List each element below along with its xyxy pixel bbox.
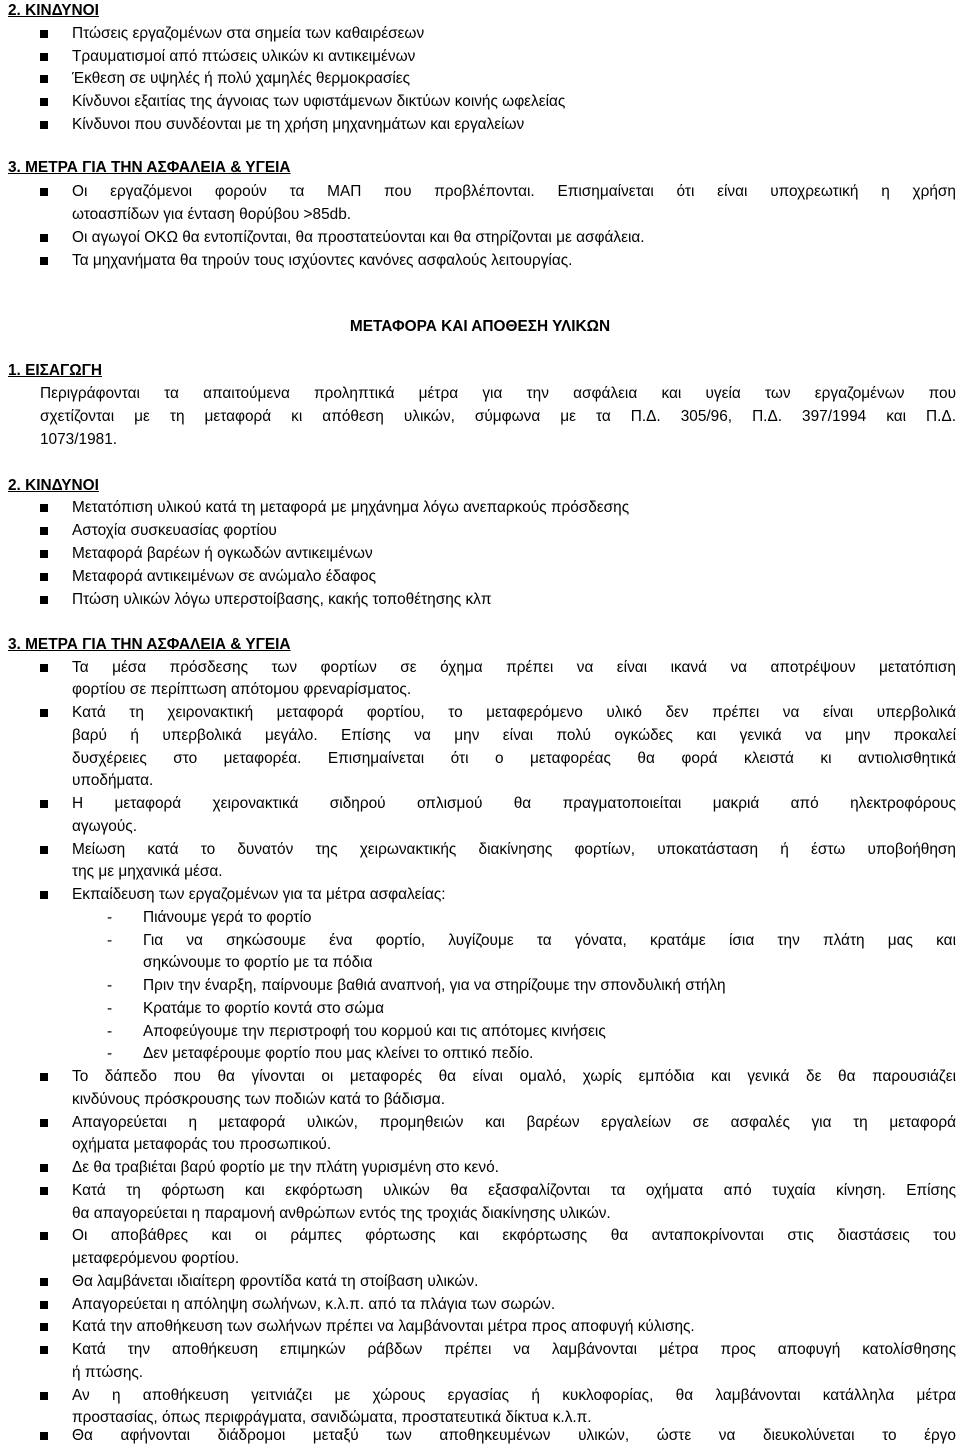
list-item-line: Κατά την αποθήκευση επιμηκών ράβδων πρέπει να λαμβάνονται μέτρα προς αποφυγή κατολίσθησης: [72, 1341, 956, 1358]
bullet-icon: [40, 1426, 52, 1446]
bullet-icon: [40, 544, 52, 564]
bullet-icon: [40, 1340, 52, 1360]
list-item-line: θα απαγορεύεται η παραμονή ανθρώπων εντός της τροχιάς διακίνησης υλικών.: [72, 1205, 611, 1222]
list-item: Έκθεση σε υψηλές ή πολύ χαμηλές θερμοκρασίες: [72, 70, 411, 87]
bullet-icon: [40, 567, 52, 587]
paragraph-line: 1073/1981.: [40, 431, 118, 448]
list-item-line: της με μηχανικά μέσα.: [72, 863, 223, 880]
bullet-icon: [40, 840, 52, 860]
list-item-line: Απαγορεύεται η μεταφορά υλικών, προμηθειών και βαρέων εργαλείων σε ασφαλές για τη μεταφορά: [72, 1114, 956, 1131]
list-item: Μετατόπιση υλικού κατά τη μεταφορά με μηχάνημα λόγω ανεπαρκούς πρόσδεσης: [72, 499, 630, 516]
bullet-icon: [40, 1067, 52, 1087]
section-heading-measures-1: 3. ΜΕΤΡΑ ΓΙΑ ΤΗΝ ΑΣΦΑΛΕΙΑ & ΥΓΕΙΑ: [8, 159, 291, 176]
sub-list-item: Δεν μεταφέρουμε φορτίο που μας κλείνει το οπτικό πεδίο.: [143, 1045, 534, 1062]
list-item-line: ή πτώσης.: [72, 1364, 144, 1381]
bullet-icon: [40, 1317, 52, 1337]
section-heading-hazards-2: 2. ΚΙΝΔΥΝΟΙ: [8, 477, 99, 494]
section-heading-hazards-1: 2. ΚΙΝΔΥΝΟΙ: [8, 2, 99, 19]
list-item-line: Οι εργαζόμενοι φορούν τα ΜΑΠ που προβλέπονται. Επισημαίνεται ότι είναι υποχρεωτική η χρήση: [72, 183, 956, 200]
page-title: ΜΕΤΑΦΟΡΑ ΚΑΙ ΑΠΟΘΕΣΗ ΥΛΙΚΩΝ: [349, 318, 611, 335]
sub-list-item: Πιάνουμε γερά το φορτίο: [143, 909, 312, 926]
bullet-icon: [40, 521, 52, 541]
list-item-line: Μείωση κατά το δυνατόν της χειρωνακτικής διακίνησης φορτίων, υποκατάσταση ή έστω υποβοήθηση: [72, 841, 956, 858]
bullet-icon: [40, 1158, 52, 1178]
list-item: Κίνδυνοι εξαιτίας της άγνοιας των υφιστάμενων δικτύων κοινής ωφελείας: [72, 93, 566, 110]
dash-marker: -: [107, 1023, 113, 1040]
list-item-line: υποδήματα.: [72, 772, 154, 789]
bullet-icon: [40, 228, 52, 248]
bullet-icon: [40, 794, 52, 814]
sub-list-item: Πριν την έναρξη, παίρνουμε βαθιά αναπνοή, για να στηρίζουμε την σπονδυλική στήλη: [143, 977, 726, 994]
bullet-icon: [40, 885, 52, 905]
list-item: Μεταφορά αντικειμένων σε ανώμαλο έδαφος: [72, 568, 376, 585]
list-item: Αστοχία συσκευασίας φορτίου: [72, 522, 277, 539]
list-item-line: Η μεταφορά χειρονακτικά σιδηρού οπλισμού θα πραγματοποιείται μακριά από ηλεκτροφόρους: [72, 795, 956, 812]
section-heading-intro: 1. ΕΙΣΑΓΩΓΗ: [8, 362, 102, 379]
list-item-line: Απαγορεύεται η απόληψη σωλήνων, κ.λ.π. από τα πλάγια των σωρών.: [72, 1296, 556, 1313]
bullet-icon: [40, 590, 52, 610]
list-item-line: φορτίου σε περίπτωση απότομου φρεναρίσματος.: [72, 681, 412, 698]
list-item-line: κινδύνους πρόσκρουσης των ποδιών κατά το βάδισμα.: [72, 1091, 445, 1108]
bullet-icon: [40, 498, 52, 518]
list-item-line: Εκπαίδευση των εργαζομένων για τα μέτρα ασφαλείας:: [72, 886, 446, 903]
list-item-line: Αν η αποθήκευση γειτνιάζει με χώρους εργασίας ή κυκλοφορίας, θα λαμβάνονται κατάλληλα μέτρα: [72, 1387, 956, 1404]
sub-list-item: Αποφεύγουμε την περιστροφή του κορμού και τις απότομες κινήσεις: [143, 1023, 606, 1040]
section-heading-measures-2: 3. ΜΕΤΡΑ ΓΙΑ ΤΗΝ ΑΣΦΑΛΕΙΑ & ΥΓΕΙΑ: [8, 636, 291, 653]
list-item-line: Το δάπεδο που θα γίνονται οι μεταφορές θα είναι ομαλό, χωρίς εμπόδια και γενικά δε θα παρουσιάζει: [72, 1068, 956, 1085]
list-item-line: αγωγούς.: [72, 818, 137, 835]
list-item-line: Θα λαμβάνεται ιδιαίτερη φροντίδα κατά τη στοίβαση υλικών.: [72, 1273, 479, 1290]
list-item-line: βαρύ ή υπερβολικά μεγάλο. Επίσης να μην είναι πολύ ογκώδες και γενικά να μην προκαλεί: [72, 727, 956, 744]
bullet-icon: [40, 1226, 52, 1246]
bullet-icon: [40, 92, 52, 112]
sub-list-item: Για να σηκώσουμε ένα φορτίο, λυγίζουμε τα γόνατα, κρατάμε ίσια την πλάτη μας και: [143, 932, 956, 949]
list-item-line: Θα αφήνονται διάδρομοι μεταξύ των αποθηκευμένων υλικών, ώστε να διευκολύνεται το έργο: [72, 1427, 956, 1444]
bullet-icon: [40, 24, 52, 44]
list-item-line: Κατά τη φόρτωση και εκφόρτωση υλικών θα εξασφαλίζονται τα οχήματα από τυχαία κίνηση. Επίσης: [72, 1182, 956, 1199]
bullet-icon: [40, 69, 52, 89]
sub-list-item: σηκώνουμε το φορτίο με τα πόδια: [143, 954, 373, 971]
bullet-icon: [40, 1113, 52, 1133]
bullet-icon: [40, 1272, 52, 1292]
bullet-icon: [40, 115, 52, 135]
list-item-line: ωτοασπίδων για ένταση θορύβου >85db.: [72, 206, 352, 223]
list-item-line: μεταφερόμενου φορτίου.: [72, 1250, 240, 1267]
dash-marker: -: [107, 932, 113, 949]
bullet-icon: [40, 251, 52, 271]
list-item: Τα μηχανήματα θα τηρούν τους ισχύοντες κανόνες ασφαλούς λειτουργίας.: [72, 252, 573, 269]
list-item-line: δυσχέρειες στο μεταφορέα. Επισημαίνεται ότι ο μεταφορέας θα φορά κλειστά κι αντιολισθητικά: [72, 750, 956, 767]
list-item: Οι αγωγοί ΟΚΩ θα εντοπίζονται, θα προστατεύονται και θα στηρίζονται με ασφάλεια.: [72, 229, 645, 246]
dash-marker: -: [107, 909, 113, 926]
list-item-line: προστασίας, όπως περιφράγματα, σανιδώματα, προστατευτικά δίκτυα κ.λ.π.: [72, 1409, 592, 1426]
list-item-line: Τα μέσα πρόσδεσης των φορτίων σε όχημα πρέπει να είναι ικανά να αποτρέψουν μετατόπιση: [72, 659, 956, 676]
list-item-line: Οι αποβάθρες και οι ράμπες φόρτωσης και εκφόρτωσης θα ανταποκρίνονται στις διαστάσεις του: [72, 1227, 956, 1244]
dash-marker: -: [107, 977, 113, 994]
list-item: Κίνδυνοι που συνδέονται με τη χρήση μηχανημάτων και εργαλείων: [72, 116, 525, 133]
dash-marker: -: [107, 1000, 113, 1017]
list-item-line: Κατά την αποθήκευση των σωλήνων πρέπει να λαμβάνονται μέτρα προς αποφυγή κύλισης.: [72, 1318, 695, 1335]
paragraph-line: Περιγράφονται τα απαιτούμενα προληπτικά μέτρα για την ασφάλεια και υγεία των εργαζομένων που: [40, 385, 956, 402]
list-item: Τραυματισμοί από πτώσεις υλικών κι αντικειμένων: [72, 48, 416, 65]
sub-list-item: Κρατάμε το φορτίο κοντά στο σώμα: [143, 1000, 385, 1017]
bullet-icon: [40, 1386, 52, 1406]
bullet-icon: [40, 47, 52, 67]
list-item-line: οχήματα μεταφοράς του προσωπικού.: [72, 1136, 332, 1153]
bullet-icon: [40, 1295, 52, 1315]
bullet-icon: [40, 658, 52, 678]
paragraph-line: σχετίζονται με τη μεταφορά κι απόθεση υλικών, σύμφωνα με τα Π.Δ. 305/96, Π.Δ. 397/1994 και Π.Δ.: [40, 408, 956, 425]
list-item: Μεταφορά βαρέων ή ογκωδών αντικειμένων: [72, 545, 373, 562]
list-item: Πτώσεις εργαζομένων στα σημεία των καθαιρέσεων: [72, 25, 425, 42]
list-item-line: Δε θα τραβιέται βαρύ φορτίο με την πλάτη γυρισμένη στο κενό.: [72, 1159, 499, 1176]
bullet-icon: [40, 1181, 52, 1201]
list-item-line: Κατά τη χειρονακτική μεταφορά φορτίου, το μεταφερόμενο υλικό δεν πρέπει να είναι υπερβολικά: [72, 704, 956, 721]
list-item: Πτώση υλικών λόγω υπερστοίβασης, κακής τοποθέτησης κλπ: [72, 591, 492, 608]
bullet-icon: [40, 182, 52, 202]
dash-marker: -: [107, 1045, 113, 1062]
bullet-icon: [40, 703, 52, 723]
